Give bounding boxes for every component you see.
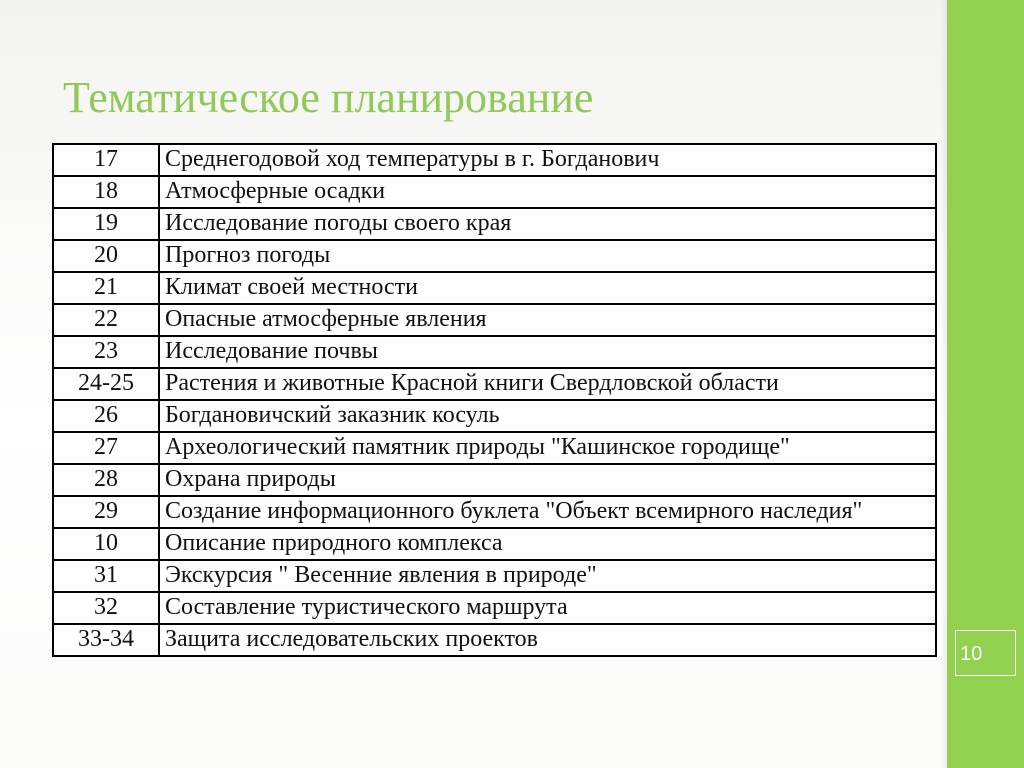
slide-edge-shadow [940, 0, 947, 768]
lesson-number: 33-34 [53, 624, 159, 656]
lesson-topic: Опасные атмосферные явления [159, 304, 936, 336]
lesson-topic: Исследование почвы [159, 336, 936, 368]
lesson-number: 10 [53, 528, 159, 560]
table-row [53, 208, 936, 240]
lesson-topic: Богдановичский заказник косуль [159, 400, 936, 432]
table-row [53, 528, 936, 560]
lesson-number: 24-25 [53, 368, 159, 400]
table-row [53, 272, 936, 304]
lesson-number: 19 [53, 208, 159, 240]
table-row [53, 400, 936, 432]
lesson-topic: Создание информационного буклета "Объект всемирного наследия" [159, 496, 936, 528]
table-row [53, 560, 936, 592]
lesson-topic: Описание природного комплекса [159, 528, 936, 560]
table-row [53, 144, 936, 176]
lesson-topic: Составление туристического маршрута [159, 592, 936, 624]
lesson-topic: Охрана природы [159, 464, 936, 496]
table-row [53, 336, 936, 368]
lesson-topic: Растения и животные Красной книги Свердловской области [159, 368, 936, 400]
lesson-topic: Атмосферные осадки [159, 176, 936, 208]
table-row [53, 624, 936, 656]
lesson-number: 20 [53, 240, 159, 272]
lesson-number: 28 [53, 464, 159, 496]
lesson-topic: Среднегодовой ход температуры в г. Богданович [159, 144, 936, 176]
lesson-topic: Защита исследовательских проектов [159, 624, 936, 656]
lesson-topic: Экскурсия " Весенние явления в природе" [159, 560, 936, 592]
lesson-number: 17 [53, 144, 159, 176]
table-row [53, 432, 936, 464]
page-title: Тематическое планирование [63, 73, 594, 122]
lesson-topic: Археологический памятник природы "Кашинское городище" [159, 432, 936, 464]
lesson-number: 32 [53, 592, 159, 624]
lesson-number: 22 [53, 304, 159, 336]
lesson-topic: Прогноз погоды [159, 240, 936, 272]
table-row [53, 176, 936, 208]
table-row [53, 496, 936, 528]
slide-number: 10 [955, 630, 1016, 676]
lesson-number: 27 [53, 432, 159, 464]
lesson-number: 29 [53, 496, 159, 528]
lesson-number: 26 [53, 400, 159, 432]
lesson-number: 21 [53, 272, 159, 304]
table-row [53, 368, 936, 400]
planning-table [52, 143, 937, 657]
lesson-number: 23 [53, 336, 159, 368]
lesson-number: 31 [53, 560, 159, 592]
table-row [53, 240, 936, 272]
lesson-topic: Климат своей местности [159, 272, 936, 304]
table-row [53, 304, 936, 336]
lesson-topic: Исследование погоды своего края [159, 208, 936, 240]
table-row [53, 464, 936, 496]
table-row [53, 592, 936, 624]
lesson-number: 18 [53, 176, 159, 208]
